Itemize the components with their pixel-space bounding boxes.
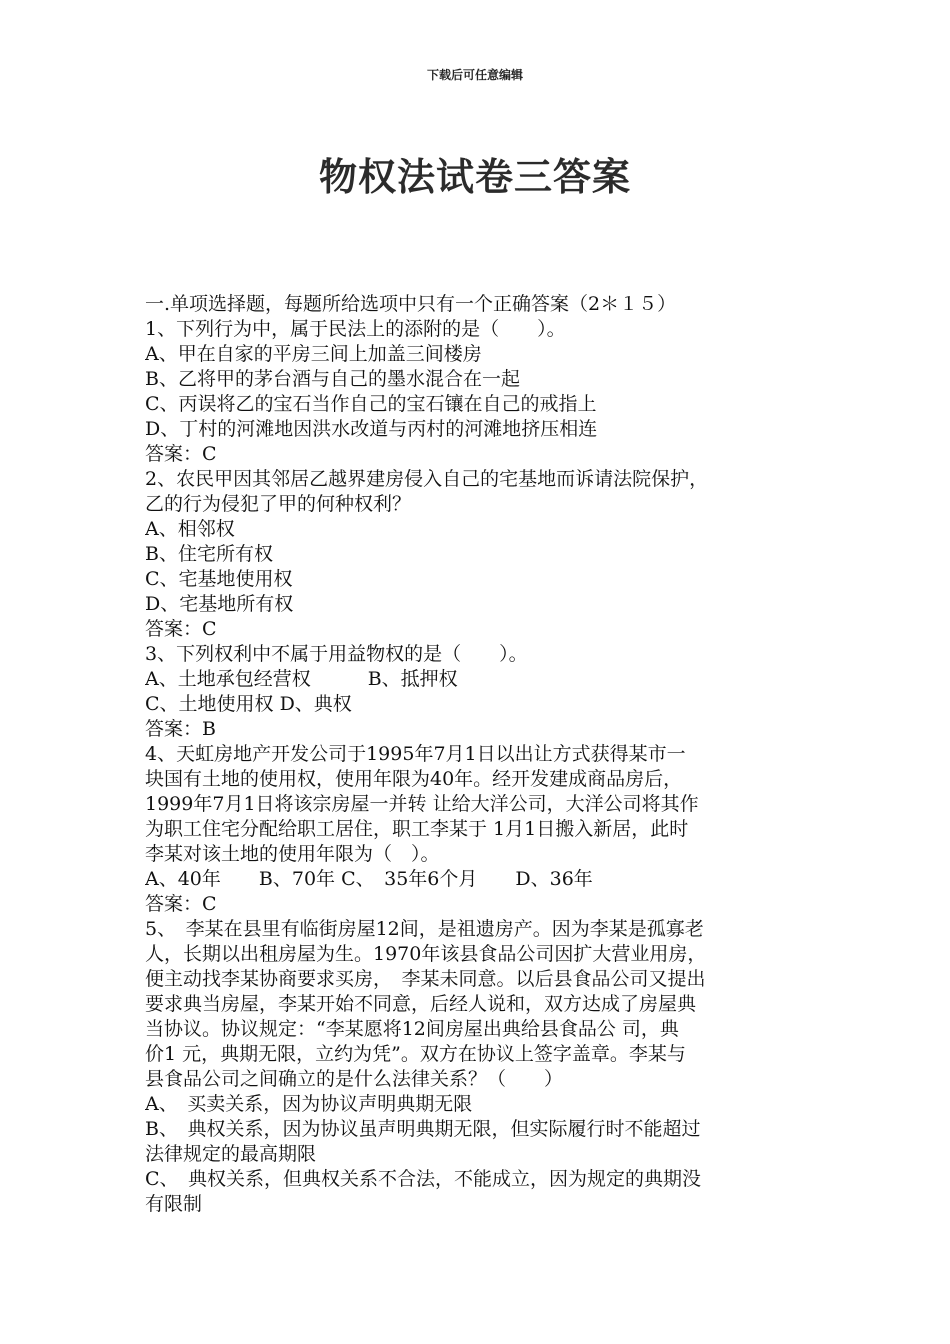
question-5-cont: 便主动找李某协商要求买房， 李某未同意。以后县食品公司又提出 — [145, 968, 706, 990]
question-5-cont: 要求典当房屋，李某开始不同意，后经人说和，双方达成了房屋典 — [145, 993, 697, 1015]
question-3: 3、下列权利中不属于用益物权的是（ ）。 — [145, 643, 528, 665]
question-5: 5、 李某在县里有临街房屋12间，是祖遗房产。因为李某是孤寡老 — [145, 918, 704, 940]
question-5-cont: 当协议。协议规定：“李某愿将12间房屋出典给县食品公 司，典 — [145, 1018, 679, 1040]
q2-option-d: D、宅基地所有权 — [145, 593, 294, 615]
download-note: 下载后可任意编辑 — [426, 68, 523, 82]
q2-option-c: C、宅基地使用权 — [145, 568, 293, 590]
section-heading: 一.单项选择题，每题所给选项中只有一个正确答案（2＊１５） — [145, 293, 677, 315]
question-5-cont: 价1 元，典期无限，立约为凭”。双方在协议上签字盖章。李某与 — [145, 1043, 686, 1065]
question-4-cont: 李某对该土地的使用年限为（ ）。 — [145, 843, 440, 865]
question-5-cont: 人，长期以出租房屋为生。1970年该县食品公司因扩大营业用房， — [145, 943, 707, 965]
q2-option-a: A、相邻权 — [145, 518, 235, 540]
question-4-cont: 块国有土地的使用权，使用年限为40年。经开发建成商品房后， — [145, 768, 683, 790]
document-body — [145, 292, 810, 1217]
question-2-cont: 乙的行为侵犯了甲的何种权利？ — [145, 493, 412, 515]
q2-option-b: B、住宅所有权 — [145, 543, 273, 565]
q5-option-c: C、 典权关系，但典权关系不合法，不能成立，因为规定的典期没 — [145, 1168, 702, 1190]
q5-option-b-cont: 法律规定的最高期限 — [145, 1143, 317, 1165]
question-4: 4、天虹房地产开发公司于1995年7月1日以出让方式获得某市一 — [145, 743, 686, 765]
q2-answer: 答案：C — [145, 618, 217, 640]
q4-options: A、40年 B、70年 C、 35年6个月 D、36年 — [145, 868, 593, 890]
q5-option-a: A、 买卖关系，因为协议声明典期无限 — [145, 1093, 473, 1115]
q1-option-c: C、丙误将乙的宝石当作自己的宝石镶在自己的戒指上 — [145, 393, 597, 415]
question-4-cont: 1999年7月1日将该宗房屋一并转 让给大洋公司，大洋公司将其作 — [145, 793, 699, 815]
q1-option-a: A、甲在自家的平房三间上加盖三间楼房 — [145, 343, 482, 365]
q5-option-b: B、 典权关系，因为协议虽声明典期无限，但实际履行时不能超过 — [145, 1118, 701, 1140]
q3-options-cd: C、土地使用权 D、典权 — [145, 693, 352, 715]
q3-answer: 答案：B — [145, 718, 216, 740]
q1-answer: 答案：C — [145, 443, 217, 465]
q4-answer: 答案：C — [145, 893, 217, 915]
question-4-cont: 为职工住宅分配给职工居住，职工李某于 1月1日搬入新居，此时 — [145, 818, 689, 840]
question-5-cont: 县食品公司之间确立的是什么法律关系？（ ） — [145, 1068, 564, 1090]
q3-options-ab: A、土地承包经营权 B、抵押权 — [145, 668, 458, 690]
question-2: 2、农民甲因其邻居乙越界建房侵入自己的宅基地而诉请法院保护， — [145, 468, 709, 490]
q5-option-c-cont: 有限制 — [145, 1193, 203, 1215]
q1-option-d: D、丁村的河滩地因洪水改道与丙村的河滩地挤压相连 — [145, 418, 598, 440]
question-1: 1、下列行为中，属于民法上的添附的是（ ）。 — [145, 318, 566, 340]
q1-option-b: B、乙将甲的茅台酒与自己的墨水混合在一起 — [145, 368, 520, 390]
page-title: 物权法试卷三答案 — [318, 155, 631, 199]
